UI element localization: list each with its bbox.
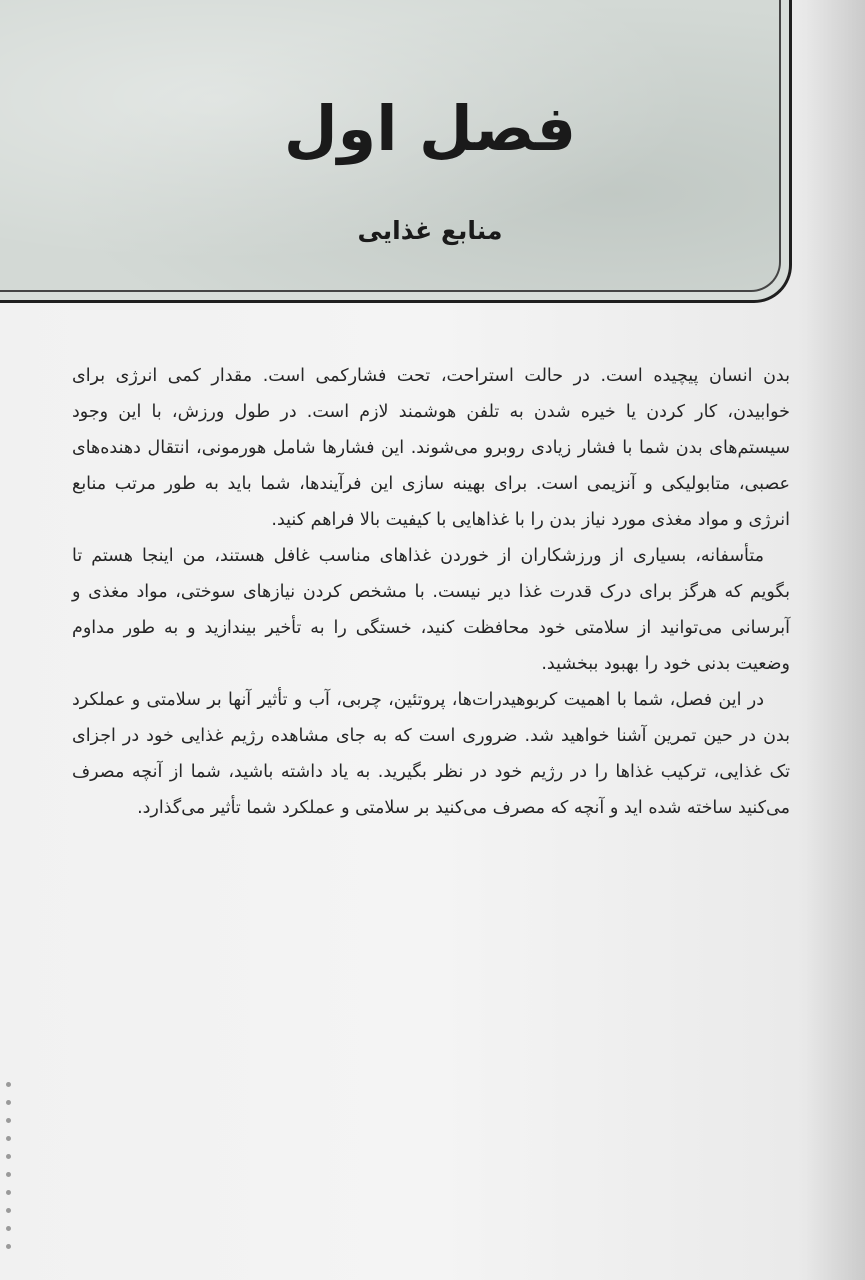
margin-dot: [6, 1208, 11, 1213]
margin-dot: [6, 1118, 11, 1123]
paragraph: در این فصل، شما با اهمیت کربوهیدرات‌ها، پروتئین، چربی، آب و تأثیر آنها بر سلامتی و عملکرد بدن در حین تمرین آشنا خواهید شد. ضروری است که به جای مشاهده رژیم غذایی خود در اجزای تک غذایی، ترکیب غذاها را در رژیم خود در نظر بگیرید. به یاد داشته باشید، شما از آنچه مصرف می‌کنید ساخته شده اید و آنچه که مصرف می‌کنید بر سلامتی و عملکرد شما تأثیر می‌گذارد.: [72, 690, 790, 818]
margin-dot: [6, 1082, 11, 1087]
margin-dot: [6, 1244, 11, 1249]
margin-dot: [6, 1172, 11, 1177]
paragraph: بدن انسان پیچیده است. در حالت استراحت، تحت فشارکمی است. مقدار کمی انرژی برای خوابیدن، کار کردن یا خیره شدن به تلفن هوشمند لازم است. در طول ورزش، با این وجود سیستم‌های بدن شما با فشار زیادی روبرو می‌شوند. این فشارها شامل هورمونی، انتقال دهنده‌های عصبی، متابولیکی و آنزیمی است. برای بهینه سازی این فرآیندها، شما باید به طور مرتب منابع انرژی و مواد مغذی مورد نیاز بدن را با غذاهایی با کیفیت بالا فراهم کنید.: [72, 366, 790, 530]
margin-dot: [6, 1190, 11, 1195]
chapter-body: [72, 358, 790, 826]
page-spine-shadow: [805, 0, 865, 1280]
margin-dot: [6, 1100, 11, 1105]
margin-dot: [6, 1154, 11, 1159]
paragraph: متأسفانه، بسیاری از ورزشکاران از خوردن غذاهای مناسب غافل هستند، من اینجا هستم تا بگویم که هرگز برای درک قدرت غذا دیر نیست. با مشخص کردن نیازهای سوختی، مواد مغذی و آبرسانی می‌توانید از سلامتی خود محافظت کنید، خستگی را به تأخیر بیندازید و به طور مداوم وضعیت بدنی خود را بهبود ببخشید.: [72, 546, 790, 674]
margin-dot: [6, 1226, 11, 1231]
chapter-subtitle: منابع غذایی: [357, 216, 503, 245]
margin-dot-column: [6, 1082, 16, 1262]
chapter-title: فصل اول: [283, 92, 577, 165]
margin-dot: [6, 1136, 11, 1141]
